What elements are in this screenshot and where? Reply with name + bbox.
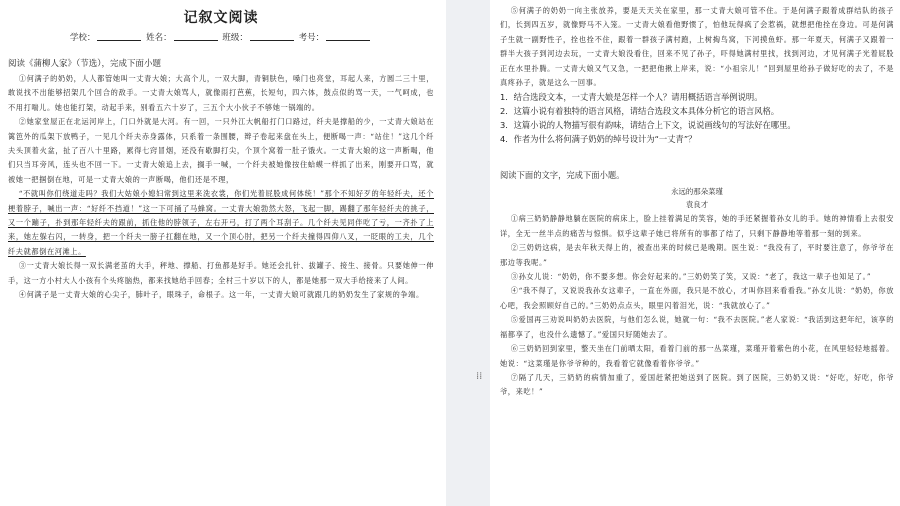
story-paragraph-6: ⑥三奶奶回到家里，整天坐在门前晒太阳，看着门前的那一丛菜瑾，菜瑾开着紫色的小花，在风里轻轻地摇着。她说：“这菜瑾是你爷爷种的，我看着它就像看着你爷爷。” <box>500 344 894 368</box>
question-3: 3．这篇小说的人物描写很有韵味，请结合上下文，说说画线句的写法好在哪里。 <box>500 120 796 131</box>
question-2: 2．这篇小说有着独特的语言风格，请结合选段文本具体分析它的语言风格。 <box>500 106 780 117</box>
story-title: 永远的那朵菜瑾 <box>671 187 723 197</box>
question-1: 1．结合选段文本，一丈青大娘是怎样一个人？请用概括语言举例说明。 <box>500 92 763 103</box>
paragraph-2: ②她家堂屋正在北运河岸上，门口外就是大河。有一回，一只外江大帆船打门口路过，纤夫是撑船的少，一丈青大娘站在篱笆外的瓜架下放鸭子，一见几个纤夫赤身露体，只系着一条围腰，辫子卷起来盘在头上，便断喝一声：“站住！”这几个纤夫头顶着火盆，扯了百八十里路，累得七窍冒烟，还没有歇脚打尖，个顶个窝着一肚子饿火。一丈青大娘的这一声断喝，他们只当耳旁风，连头也不回一下。一丈青大娘追上去，搁手一喊，一个纤夫被她像按住蛤蟆一样抓了出来，刚要开口骂，就被她一把掴倒在地，可是一丈青大娘的一声断喝，他们还是不理， <box>8 117 434 184</box>
paragraph-5: ⑤何满子的奶奶一向主张放养，要是天天关在家里，那一丈青大娘可管不住。于是何满子跟着成群结队的孩子们，长到四五岁，就像野马不入笼。一丈青大娘看他野惯了，怕他玩得疯了会惹祸，就想把他拴在身边。可是何满子生就一副野性子，拴也拴不住，跟着一群孩子满村跑，上树掏鸟窝，下河摸鱼虾。那一年夏天，何满子又跟着一群半大孩子到河边去玩，一丈青大娘没看住，回来不见了孙子，吓得她满村里找，找到河边，才见何满子光着屁股正在水里扑腾。一丈青大娘又气又急，一把把他揪上岸来，说：“小祖宗儿！”回到屋里给孙子做好吃的去了，不是真疼孙子，就是这么一回事。 <box>500 6 894 88</box>
paragraph-1: ①何满子的奶奶，人人都管她叫一丈青大娘；大高个儿，一双大脚，青铜肤色，嗓门也亮堂，耳起人来，方圆二三十里，敢说找不出能够招架几个回合的敌手。一丈青大娘骂人，就像雨打芭蕉，长短句，四六体，鼓点似的骂一天，一气呵成，也不用打喘儿。她也能打架，动起手来，别看五六十岁了，三五个大小伙子不够她一锅端的。 <box>8 74 434 112</box>
class-blank <box>250 32 294 41</box>
paragraph-4: ④何满子是一丈青大娘的心尖子，肺叶子，眼珠子，命根子。这一年，一丈青大娘可就跟几的奶奶发生了家规的争端。 <box>18 290 424 300</box>
story-paragraph-3: ③孙女儿说：“奶奶，你不要多想。你会好起来的。”三奶奶笑了笑，又说：“老了，我这一辈子也知足了。” <box>510 272 872 282</box>
reading-instruction-2: 阅读下面的文字，完成下面小题。 <box>500 170 625 181</box>
document-page-left <box>0 0 446 506</box>
document-page-right <box>490 0 900 506</box>
reading-instruction: 阅读《蒲柳人家》（节选），完成下面小题 <box>8 59 162 69</box>
story-author: 袁良才 <box>685 200 709 210</box>
story-paragraph-4: ④“我不得了，又说说我孙女这辈子，一直在外面，我只是不放心，才叫你回来看看我。”孙女儿说：“奶奶，你放心吧，我会照顾好自己的。”三奶奶点点头，眼里闪着泪光，说：“我就放心了。” <box>500 286 894 310</box>
drag-handle-icon[interactable]: ⁞⁞ <box>476 371 483 382</box>
school-blank <box>97 32 141 41</box>
paragraph-3: ③一丈青大娘长得一双长满老茧的大手，秤地、撑船、打鱼都是好手。她还会扎针、拔罐子、接生、接骨。只要她伸一伸手，这一方小村大人小孩有个头疼脑热，都来找她给手回春；全村三十岁以下的人，都是她那一双大手给接来了人间。 <box>8 261 434 285</box>
story-paragraph-2: ②三奶奶这病，是去年秋天得上的，被查出来的时候已是晚期。医生说：“我没有了，平时要注意了，你爷爷在那边等我呢。” <box>500 243 894 267</box>
question-4: 4．作者为什么将何满子奶奶的绰号设计为“一丈青”？ <box>500 134 697 145</box>
page-gutter <box>446 0 490 506</box>
story-paragraph-7: ⑦隔了几天，三奶奶的病情加重了，爱国赶紧把她送到了医院。到了医院，三奶奶又说：“好吃，好吃，你爷爷，来吃！” <box>500 372 894 397</box>
school-label: 学校： <box>69 33 96 43</box>
story-paragraph-1: ①病三奶奶静静地躺在医院的病床上，脸上挂着满足的笑容，她的手还紧握着孙女儿的手。她的神情看上去很安详，全无一丝半点的痛苦与惊惧。似乎这辈子她已将所有的事都了结了，只剩下静静地等着那一刻的到来。 <box>500 214 894 238</box>
page-title: 记叙文阅读 <box>183 10 259 26</box>
student-info-line <box>8 31 434 43</box>
class-label: 班级： <box>222 33 248 43</box>
paragraph-2-underlined: “不就叫你们绕道走吗？我们大姑娘小媳妇常到这里来洗衣裳，你们光着屁股成何体统！”那个不知好歹的年轻纤夫，还个梗着脖子，喊出一声：“好纤不挡道！”这一下可捅了马蜂窝。一丈青大娘勃然大怒，飞起一脚，踢翻了那年轻纤夫的挑子，又一个蹦子，扑到那年轻纤夫的跟前，抓住他的脖领子，左右开弓，打了两个耳刮子。几个纤夫见同伴吃了亏，一齐扑了上来，她左躲右闪，一转身，把一个纤夫一膀子扛翻在地，又一个顶心肘，把另一个纤夫撞得四仰八叉，一眨眼的工夫，几个纤夫就都倒在河滩上。 <box>8 189 434 256</box>
story-paragraph-5: ⑤爱国再三劝说叫奶奶去医院，与他们怎么说，她就一句：“我不去医院。”老人家说：“我活到这把年纪，该享的福都享了，也没什么遗憾了。”爱国只好随她去了。 <box>500 315 894 339</box>
name-blank <box>174 32 218 41</box>
exam-number-label: 考号： <box>298 33 325 43</box>
exam-number-blank <box>326 32 370 41</box>
name-label: 姓名： <box>146 33 172 43</box>
section-spacer <box>500 146 894 168</box>
